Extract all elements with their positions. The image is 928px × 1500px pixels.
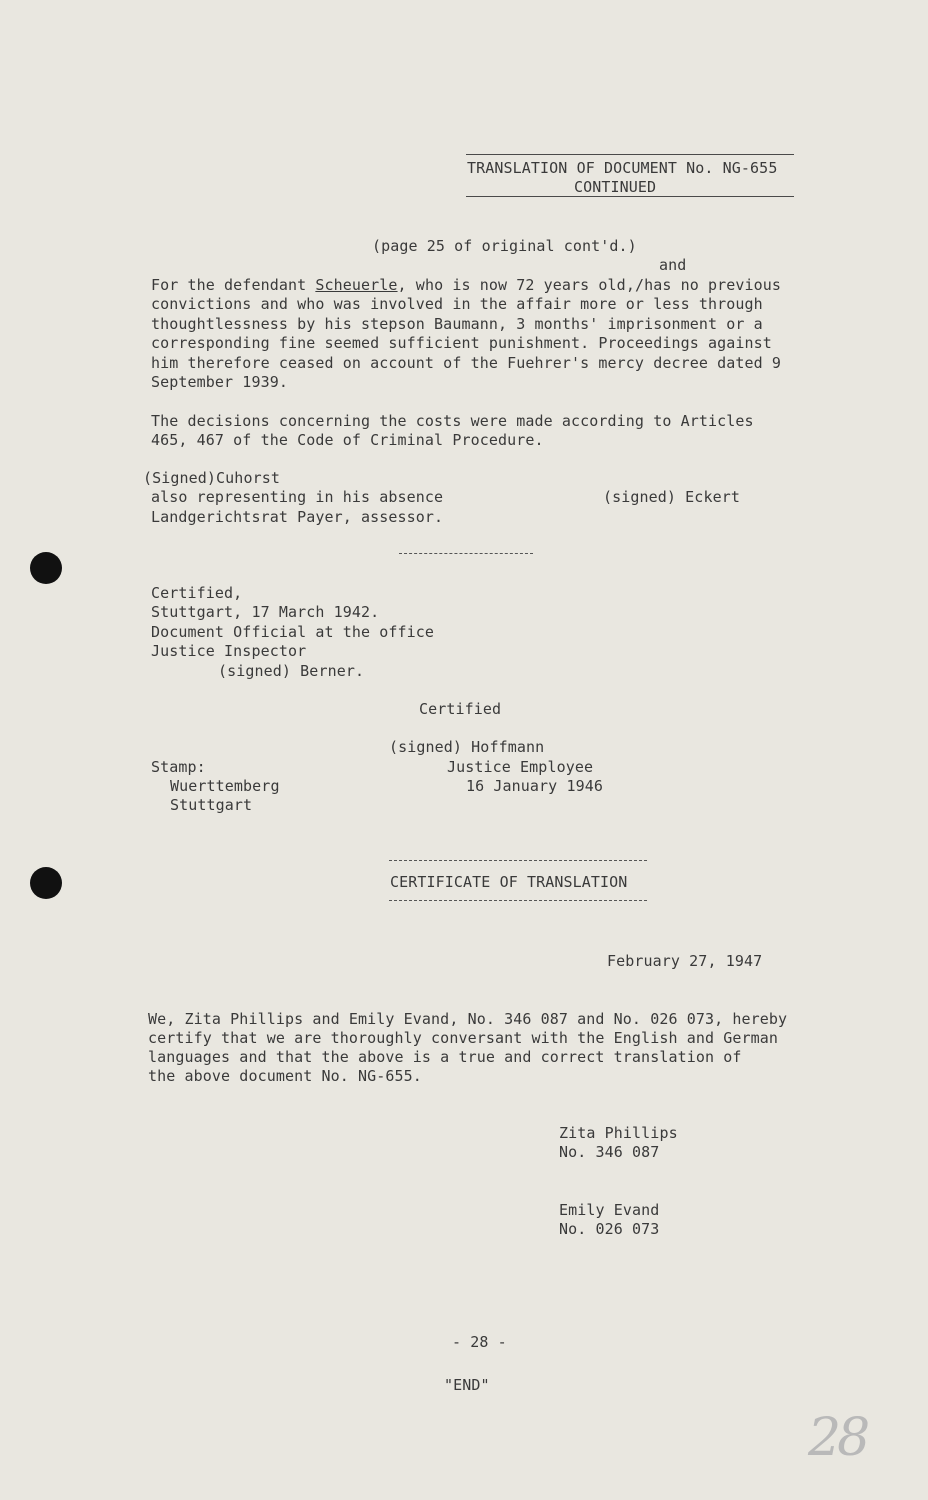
certified-1946-date: 16 January 1946 (466, 777, 603, 795)
paragraph-1-line-2: convictions and who was involved in the affair more or less through (151, 295, 763, 313)
handwritten-page-number: 28 (808, 1408, 867, 1468)
certificate-top-rule (389, 860, 647, 861)
punch-hole-top (30, 552, 62, 584)
certified-1942-line-1: Certified, (151, 584, 243, 602)
certified-1946-title: Certified (419, 700, 502, 718)
signature-eckert: (signed) Eckert (603, 488, 740, 506)
certificate-line-4: the above document No. NG-655. (148, 1067, 422, 1085)
signature-left-line-3: Landgerichtsrat Payer, assessor. (151, 508, 444, 526)
translator-1-number: No. 346 087 (559, 1143, 660, 1161)
certificate-title: CERTIFICATE OF TRANSLATION (390, 873, 628, 891)
certified-1942-line-3: Document Official at the office (151, 623, 435, 641)
header-subtitle: CONTINUED (574, 178, 657, 196)
certificate-date: February 27, 1947 (607, 952, 763, 970)
punch-hole-bottom (30, 867, 62, 899)
translator-2-number: No. 026 073 (559, 1220, 660, 1238)
stamp-label: Stamp: (151, 758, 206, 776)
paragraph-1-line-1 (151, 276, 781, 296)
end-marker: "END" (444, 1376, 490, 1394)
header-title: TRANSLATION OF DOCUMENT No. NG-655 (467, 159, 778, 177)
header-bottom-rule (466, 196, 794, 197)
translator-1-name: Zita Phillips (559, 1124, 678, 1142)
translator-2-name: Emily Evand (559, 1201, 660, 1219)
certified-1942-line-5: (signed) Berner. (218, 662, 365, 680)
signature-cuhorst: (Signed)Cuhorst (143, 469, 280, 487)
paragraph-2-line-1: The decisions concerning the costs were made according to Articles (151, 412, 754, 430)
paragraph-1-line-3: thoughtlessness by his stepson Baumann, 3 months' imprisonment or a (151, 315, 763, 333)
signature-left-line-2: also representing in his absence (151, 488, 444, 506)
paragraph-1-prefix: For the defendant (151, 276, 316, 294)
certified-1942-line-2: Stuttgart, 17 March 1942. (151, 603, 380, 621)
stamp-line-2: Stuttgart (170, 796, 253, 814)
paragraph-1-line-4: corresponding fine seemed sufficient punishment. Proceedings against (151, 334, 772, 352)
page-number: - 28 - (452, 1333, 507, 1351)
paragraph-1-line-1-rest: , who is now 72 years old,/has no previous (397, 276, 782, 294)
certificate-line-1: We, Zita Phillips and Emily Evand, No. 346 087 and No. 026 073, hereby (148, 1010, 788, 1028)
paragraph-1-line-6: September 1939. (151, 373, 288, 391)
certificate-line-3: languages and that the above is a true and correct translation of (148, 1048, 742, 1066)
certified-1942-line-4: Justice Inspector (151, 642, 307, 660)
certificate-line-2: certify that we are thoroughly conversant with the English and German (148, 1029, 779, 1047)
paragraph-1-line-5: him therefore ceased on account of the Fuehrer's mercy decree dated 9 (151, 354, 782, 372)
header-top-rule (466, 154, 794, 155)
inserted-and: and (659, 256, 687, 274)
certified-1946-signed: (signed) Hoffmann (389, 738, 545, 756)
page-reference: (page 25 of original cont'd.) (372, 237, 637, 255)
defendant-name: Scheuerle (315, 276, 398, 294)
certified-1946-role: Justice Employee (447, 758, 594, 776)
section-divider (399, 553, 533, 554)
paragraph-2-line-2: 465, 467 of the Code of Criminal Procedure. (151, 431, 544, 449)
stamp-line-1: Wuerttemberg (170, 777, 280, 795)
certificate-bottom-rule (389, 900, 647, 901)
